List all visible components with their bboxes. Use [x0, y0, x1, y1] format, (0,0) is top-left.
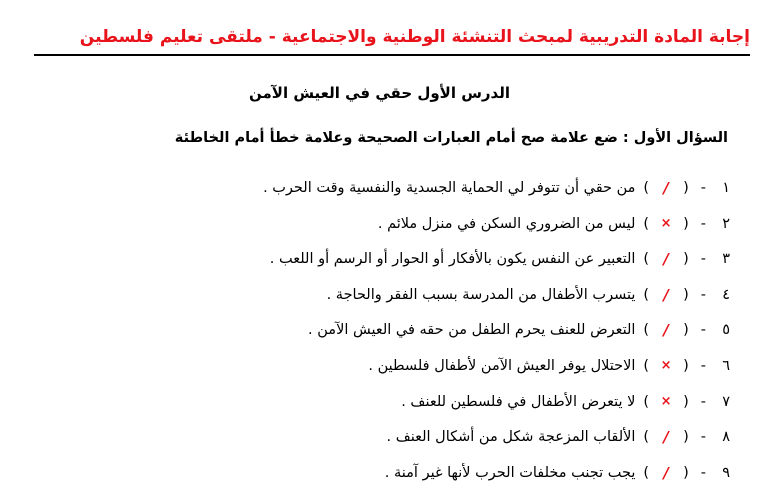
close-paren: ) [643, 393, 650, 410]
item-number: ٣ [722, 251, 730, 268]
cross-mark-icon: × [660, 393, 672, 409]
item-dash: - [700, 215, 706, 232]
cross-mark-icon: × [660, 357, 672, 373]
close-paren: ) [643, 357, 650, 374]
item-statement: التعرض للعنف يحرم الطفل من حقه في العيش الآمن . [308, 322, 636, 339]
item-dash: - [700, 464, 706, 481]
item-number: ١ [722, 180, 730, 196]
item-number: ٤ [722, 286, 730, 303]
close-paren: ) [643, 429, 650, 446]
check-mark-icon: / [663, 179, 669, 197]
close-paren: ) [643, 215, 650, 232]
close-paren: ) [643, 286, 650, 303]
question-title: السؤال الأول : ضع علامة صح أمام العبارات الصحيحة وعلامة خطأ أمام الخاطئة [174, 130, 728, 146]
answer-item-9 [263, 461, 730, 497]
item-statement: الألقاب المزعجة شكل من أشكال العنف . [386, 429, 636, 446]
close-paren: ) [643, 251, 650, 268]
item-number: ٥ [722, 322, 730, 339]
check-mark-icon: / [663, 250, 669, 269]
answer-item-8 [263, 425, 730, 461]
open-paren: ( [683, 322, 689, 339]
item-dash: - [700, 180, 706, 196]
open-paren: ( [683, 464, 689, 481]
answer-item-2 [263, 212, 730, 248]
open-paren: ( [683, 215, 689, 232]
item-statement: ليس من الضروري السكن في منزل ملائم . [377, 215, 636, 232]
item-dash: - [700, 429, 706, 446]
header-divider [34, 54, 750, 56]
item-number: ٨ [722, 429, 730, 446]
open-paren: ( [683, 286, 689, 303]
answer-item-5 [263, 318, 730, 354]
close-paren: ) [643, 464, 650, 481]
open-paren: ( [683, 180, 689, 196]
open-paren: ( [683, 251, 689, 268]
answer-item-1 [263, 176, 730, 212]
item-statement: يتسرب الأطفال من المدرسة بسبب الفقر والحاجة . [326, 286, 636, 303]
check-mark-icon: / [663, 463, 669, 482]
item-statement: من حقي أن تتوفر لي الحماية الجسدية والنفسية وقت الحرب . [263, 180, 636, 196]
answer-item-4 [263, 283, 730, 319]
answer-item-6 [263, 354, 730, 390]
open-paren: ( [683, 357, 689, 374]
item-number: ٢ [722, 215, 730, 232]
item-dash: - [700, 251, 706, 268]
lesson-title: الدرس الأول حقي في العيش الآمن [249, 84, 510, 102]
item-dash: - [700, 357, 706, 374]
answer-item-3 [263, 247, 730, 283]
item-statement: الاحتلال يوفر العيش الآمن لأطفال فلسطين . [368, 357, 636, 374]
item-number: ٦ [722, 357, 730, 374]
item-number: ٧ [722, 393, 730, 410]
check-mark-icon: / [663, 285, 669, 304]
item-dash: - [700, 286, 706, 303]
answer-list [263, 176, 730, 496]
open-paren: ( [683, 429, 689, 446]
item-number: ٩ [722, 464, 730, 481]
item-statement: لا يتعرض الأطفال في فلسطين للعنف . [401, 393, 636, 410]
cross-mark-icon: × [660, 215, 672, 231]
document-header-title: إجابة المادة التدريبية لمبحث التنشئة الوطنية والاجتماعية - ملتقى تعليم فلسطين [79, 27, 750, 47]
open-paren: ( [683, 393, 689, 410]
answer-item-7 [263, 390, 730, 426]
item-statement: يجب تجنب مخلفات الحرب لأنها غير آمنة . [384, 464, 636, 481]
item-statement: التعبير عن النفس يكون بالأفكار أو الحوار أو الرسم أو اللعب . [269, 251, 636, 268]
check-mark-icon: / [663, 321, 669, 340]
close-paren: ) [643, 180, 650, 196]
check-mark-icon: / [663, 428, 669, 447]
close-paren: ) [643, 322, 650, 339]
item-dash: - [700, 393, 706, 410]
item-dash: - [700, 322, 706, 339]
